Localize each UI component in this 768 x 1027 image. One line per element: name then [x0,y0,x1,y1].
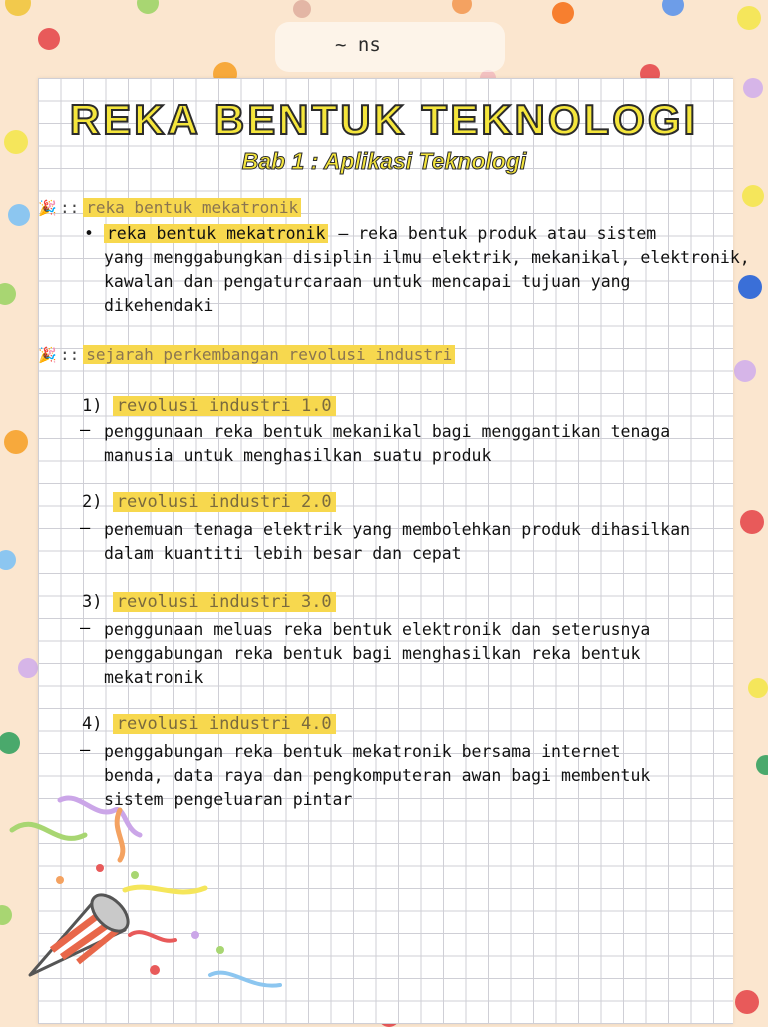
definition-term: reka bentuk mekatronik [104,224,329,243]
revolution-item-1-line-2: manusia untuk menghasilkan suatu produk [104,446,492,465]
revolution-item-4-title: 4) revolusi industri 4.0 [82,714,336,734]
party-popper-icon: 🎉 [38,199,57,217]
revolution-item-3-title: 3) revolusi industri 3.0 [82,592,336,612]
revolution-item-3-line-2: penggabungan reka bentuk bagi menghasilkan reka bentuk [104,644,641,663]
dash-marker: – [80,740,91,760]
party-popper-icon: 🎉 [38,346,57,364]
definition-line-1: — reka bentuk produk atau sistem [328,224,657,243]
signature: ~ ns [335,34,381,56]
popper-cone [30,888,135,975]
revolution-item-4-line-2: benda, data raya dan pengkomputeran awan bagi membentuk [104,766,651,785]
revolution-item-1-title: 1) revolusi industri 1.0 [82,396,336,416]
revolution-item-3-line-1: penggunaan meluas reka bentuk elektronik dan seterusnya [104,620,651,639]
revolution-item-2-line-2: dalam kuantiti lebih besar dan cepat [104,544,462,563]
revolution-item-4-line-3: sistem pengeluaran pintar [104,790,353,809]
revolution-item-3-line-3: mekatronik [104,668,204,687]
definition-line-3: kawalan dan pengaturcaraan untuk mencapai tujuan yang [104,272,631,291]
dash-marker: – [80,420,91,440]
section-heading-mekatronik: 🎉 :: reka bentuk mekatronik [38,198,301,217]
page-title: REKA BENTUK TEKNOLOGI [69,96,699,143]
revolution-item-4-line-1: penggabungan reka bentuk mekatronik bersama internet [104,742,621,761]
revolution-item-1-line-1: penggunaan reka bentuk mekanikal bagi menggantikan tenaga [104,422,671,441]
revolution-item-2-line-1: penemuan tenaga elektrik yang membolehkan produk dihasilkan [104,520,691,539]
page-subtitle: Bab 1 : Aplikasi Teknologi [241,148,527,174]
definition-line-4: dikehendaki [104,296,214,315]
dash-marker: – [80,618,91,638]
revolution-item-2-title: 2) revolusi industri 2.0 [82,492,336,512]
dash-marker: – [80,518,91,538]
definition-paragraph: • reka bentuk mekatronik — reka bentuk produk atau sistem [84,224,657,243]
definition-line-2: yang menggabungkan disiplin ilmu elektrik, mekanikal, elektronik, [104,248,750,267]
section-heading-revolusi: 🎉 :: sejarah perkembangan revolusi industri [38,345,455,364]
